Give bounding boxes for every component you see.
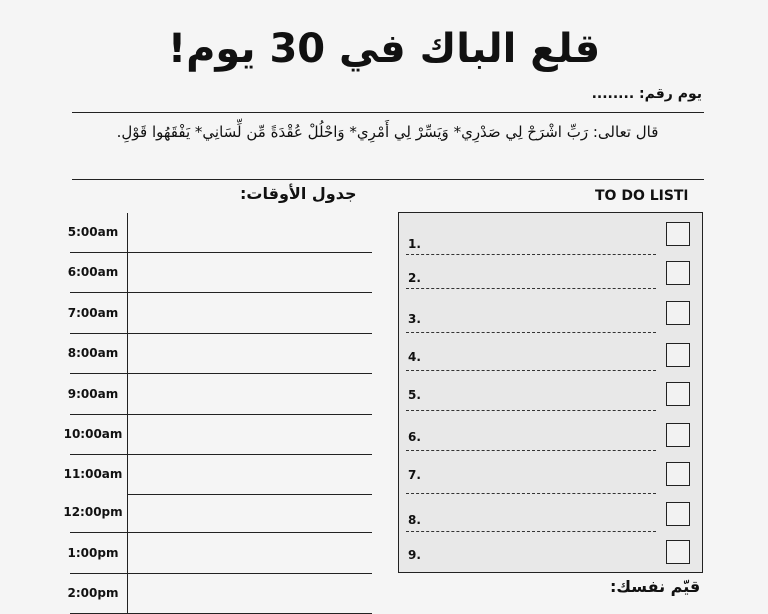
todo-item-number: 8.: [408, 513, 421, 527]
time-label: 5:00am: [67, 225, 119, 239]
schedule-row[interactable]: [60, 455, 372, 495]
todo-item-line: [406, 450, 656, 451]
todo-checkbox[interactable]: [666, 222, 690, 246]
row-line: [70, 292, 372, 293]
todo-item[interactable]: [399, 337, 704, 375]
schedule-title: جدول الأوقات:: [240, 184, 357, 203]
time-label: 11:00am: [63, 467, 123, 481]
todo-checkbox[interactable]: [666, 343, 690, 367]
todo-item-number: 2.: [408, 271, 421, 285]
time-label: 7:00am: [67, 306, 119, 320]
todo-item[interactable]: [399, 257, 704, 295]
todo-item-line: [406, 370, 656, 371]
todo-item[interactable]: [399, 537, 704, 575]
todo-item-number: 6.: [408, 430, 421, 444]
todo-checkbox[interactable]: [666, 261, 690, 285]
schedule-row[interactable]: [60, 213, 372, 253]
time-label: 12:00pm: [63, 505, 123, 519]
row-line: [70, 532, 372, 533]
todo-checkbox[interactable]: [666, 423, 690, 447]
todo-item-line: [406, 288, 656, 289]
row-line: [70, 373, 372, 374]
page-title: قلع الباك في 30 يوم!: [167, 26, 601, 72]
todo-item[interactable]: [399, 297, 704, 335]
quran-verse: قال تعالى: رَبِّ اشْرَحْ لِي صَدْرِي* وَيَسِّرْ لِي أَمْرِي* وَاحْلُلْ عُقْدَةً مِّن لِّسَانِي* يَفْقَهُوا قَوْلِ.: [116, 123, 659, 141]
time-label: 2:00pm: [67, 586, 119, 600]
divider-top: [72, 112, 704, 113]
divider-verse: [72, 179, 704, 180]
schedule-row[interactable]: [60, 415, 372, 455]
todo-item-line: [406, 410, 656, 411]
todo-item-number: 9.: [408, 548, 421, 562]
todo-item-number: 3.: [408, 312, 421, 326]
todo-checkbox[interactable]: [666, 502, 690, 526]
todo-checkbox[interactable]: [666, 382, 690, 406]
todo-list: [398, 212, 703, 573]
schedule-row[interactable]: [60, 253, 372, 293]
self-assessment-title: قيّم نفسك:: [610, 577, 701, 596]
todo-item-line: [406, 254, 656, 255]
todo-checkbox[interactable]: [666, 301, 690, 325]
todo-item[interactable]: [399, 457, 704, 495]
schedule-row[interactable]: [60, 294, 372, 334]
time-label: 8:00am: [67, 346, 119, 360]
todo-item-line: [406, 531, 656, 532]
schedule-row[interactable]: [60, 493, 372, 533]
todo-item-number: 1.: [408, 237, 421, 251]
todo-item[interactable]: [399, 377, 704, 415]
todo-title: TO DO LISTا: [595, 188, 689, 204]
todo-checkbox[interactable]: [666, 540, 690, 564]
todo-item-number: 4.: [408, 350, 421, 364]
todo-item-line: [406, 493, 656, 494]
todo-item-number: 5.: [408, 388, 421, 402]
todo-item[interactable]: [399, 497, 704, 535]
todo-item-line: [406, 332, 656, 333]
todo-item-number: 7.: [408, 468, 421, 482]
todo-item[interactable]: [399, 217, 704, 255]
todo-checkbox[interactable]: [666, 462, 690, 486]
day-number-label: يوم رقم: ........: [591, 86, 702, 102]
schedule-row[interactable]: [60, 574, 372, 614]
schedule-row[interactable]: [60, 334, 372, 374]
time-label: 10:00am: [63, 427, 123, 441]
time-label: 9:00am: [67, 387, 119, 401]
time-label: 1:00pm: [67, 546, 119, 560]
time-label: 6:00am: [67, 265, 119, 279]
schedule-row[interactable]: [60, 375, 372, 415]
todo-item[interactable]: [399, 417, 704, 455]
schedule-row[interactable]: [60, 534, 372, 574]
